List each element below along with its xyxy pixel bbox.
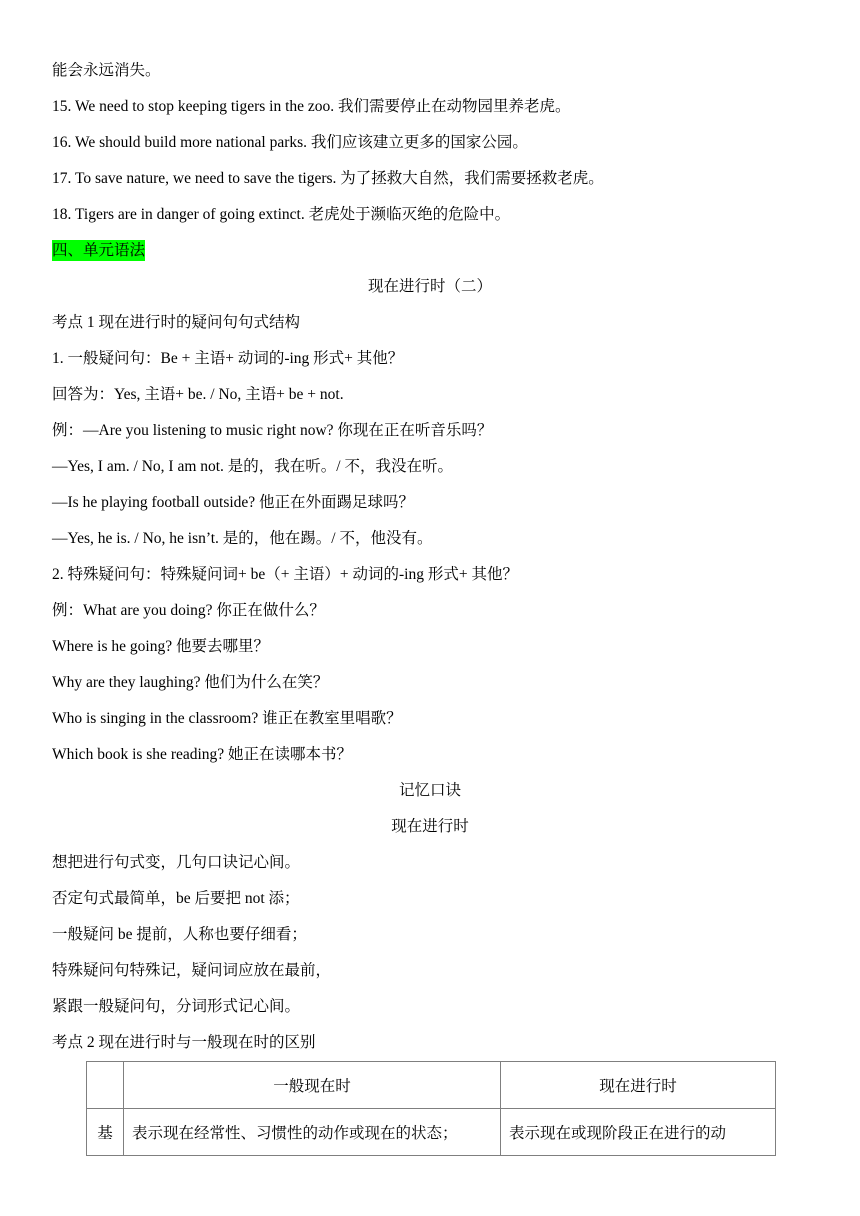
text-line: 能会永远消失。: [52, 62, 161, 79]
table-header-row: [87, 1062, 776, 1109]
example-line: Where is he going? 他要去哪里？: [52, 638, 269, 655]
example-sentence: 15. We need to stop keeping tigers in the zoo. 我们需要停止在动物园里养老虎。: [52, 98, 571, 115]
example-line: 例：—Are you listening to music right now? 你现在正在听音乐吗？: [52, 422, 493, 439]
mnemonic-line: 一般疑问 be 提前，人称也要仔细看；: [52, 926, 307, 943]
rule-line: 回答为：Yes, 主语+ be. / No, 主语+ be + not.: [52, 386, 344, 403]
mnemonic-line: 紧跟一般疑问句，分词形式记心间。: [52, 998, 301, 1015]
table-cell: 表示现在或现阶段正在进行的动: [501, 1109, 776, 1156]
section-heading-text: 四、单元语法: [52, 242, 146, 259]
example-line: Why are they laughing? 他们为什么在笑？: [52, 674, 329, 691]
example-sentence: 18. Tigers are in danger of going extinct. 老虎处于濒临灭绝的危险中。: [52, 206, 511, 223]
table-cell: 表示现在经常性、习惯性的动作或现在的状态；: [124, 1109, 501, 1156]
key-point-heading: 考点 1 现在进行时的疑问句句式结构: [52, 314, 301, 331]
mnemonic-line: 想把进行句式变，几句口诀记心间。: [52, 854, 301, 871]
example-line: —Yes, I am. / No, I am not. 是的，我在听。/ 不，我没在听。: [52, 458, 453, 475]
key-point-heading: 考点 2 现在进行时与一般现在时的区别: [52, 1034, 316, 1051]
comparison-table: [86, 1061, 776, 1156]
grammar-title: 现在进行时（二）: [367, 278, 492, 295]
example-line: —Is he playing football outside? 他正在外面踢足球吗？: [52, 494, 415, 511]
example-sentence: 16. We should build more national parks. 我们应该建立更多的国家公园。: [52, 134, 528, 151]
mnemonic-title: 记忆口诀: [398, 782, 461, 799]
example-line: Who is singing in the classroom? 谁正在教室里唱歌？: [52, 710, 402, 727]
section-heading: [52, 241, 820, 261]
example-line: 例：What are you doing? 你正在做什么？: [52, 602, 325, 619]
rule-line: 2. 特殊疑问句：特殊疑问词+ be（+ 主语）+ 动词的-ing 形式+ 其他？: [52, 566, 518, 583]
table-header-cell: [87, 1062, 124, 1109]
mnemonic-subtitle: 现在进行时: [391, 818, 469, 835]
example-line: —Yes, he is. / No, he isn’t. 是的，他在踢。/ 不，他没有。: [52, 530, 433, 547]
mnemonic-line: 特殊疑问句特殊记，疑问词应放在最前，: [52, 962, 332, 979]
example-sentence: 17. To save nature, we need to save the tigers. 为了拯救大自然，我们需要拯救老虎。: [52, 170, 604, 187]
table-header-cell: 一般现在时: [124, 1062, 501, 1109]
table-cell: 基: [87, 1109, 124, 1156]
table-header-cell: 现在进行时: [501, 1062, 776, 1109]
example-line: Which book is she reading? 她正在读哪本书？: [52, 746, 353, 763]
rule-line: 1. 一般疑问句：Be + 主语+ 动词的-ing 形式+ 其他？: [52, 350, 404, 367]
mnemonic-line: 否定句式最简单，be 后要把 not 添；: [52, 890, 300, 907]
table-row: [87, 1109, 776, 1156]
